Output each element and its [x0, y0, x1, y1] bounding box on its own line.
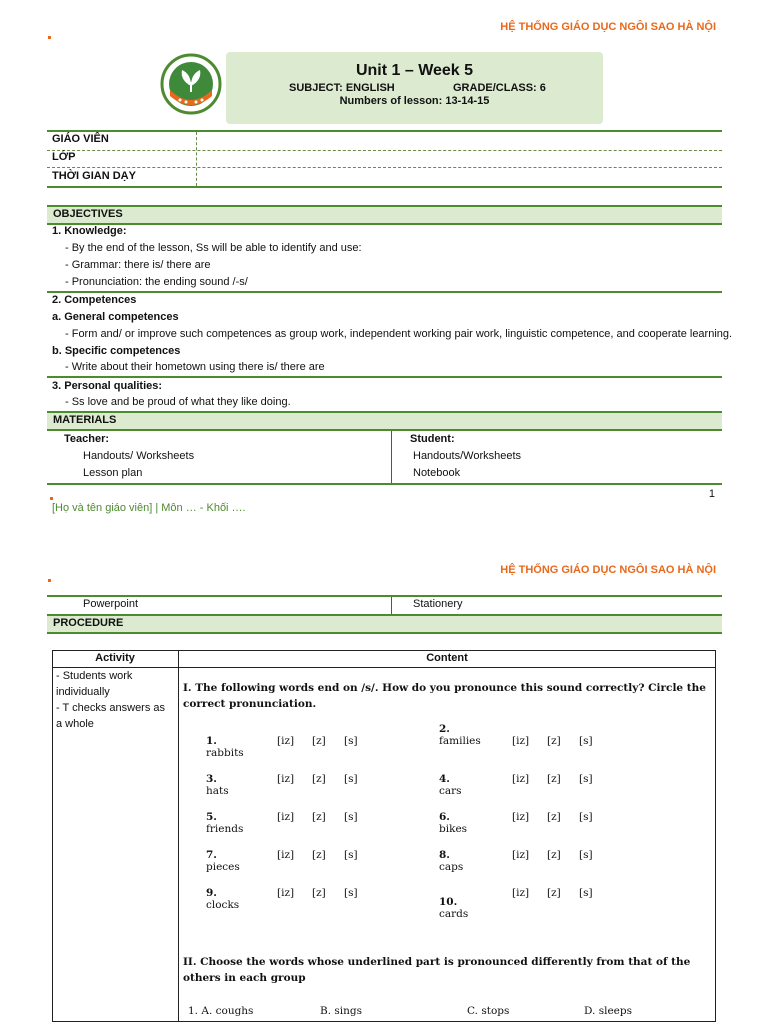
option-z[interactable]: [z]: [312, 887, 326, 899]
option-s[interactable]: [s]: [579, 811, 593, 823]
material-item: Powerpoint: [83, 598, 139, 610]
word-item: 5. friends: [206, 811, 244, 835]
subject-label: SUBJECT: ENGLISH: [289, 82, 395, 94]
student-heading: Student:: [410, 433, 455, 445]
teacher-label: GIÁO VIÊN: [52, 133, 109, 145]
option-z[interactable]: [z]: [312, 811, 326, 823]
word-item: 6. bikes: [439, 811, 468, 835]
specific-text: - Write about their hometown using there is/ there are: [65, 361, 325, 373]
teacher-item: Lesson plan: [83, 467, 143, 479]
option-z[interactable]: [z]: [312, 773, 326, 785]
word-item: 1. rabbits: [206, 735, 244, 759]
materials-heading: MATERIALS: [47, 411, 722, 431]
general-text: - Form and/ or improve such competences as group work, independent working pair work, linguistic competence, and cooperate learning.: [65, 328, 733, 340]
option-z[interactable]: [z]: [547, 887, 561, 899]
footer-text: [Họ và tên giáo viên] | Môn … - Khối ….: [52, 502, 246, 514]
option-z[interactable]: [z]: [547, 811, 561, 823]
divider: [47, 167, 722, 168]
option-s[interactable]: [s]: [579, 773, 593, 785]
activity-text: - T checks answers as a whole: [56, 702, 166, 730]
option-z[interactable]: [z]: [547, 773, 561, 785]
school-header: HỆ THỐNG GIÁO DỤC NGÔI SAO HÀ NỘI: [500, 21, 716, 33]
answer-option[interactable]: 1. A. coughs: [188, 1005, 254, 1017]
school-header: HỆ THỐNG GIÁO DỤC NGÔI SAO HÀ NỘI: [500, 564, 716, 576]
general-heading: a. General competences: [52, 311, 179, 323]
student-item: Notebook: [413, 467, 461, 479]
time-label: THỜI GIAN DẠY: [52, 170, 136, 182]
page-number: 1: [708, 488, 715, 500]
word-item: 7. pieces: [206, 849, 240, 873]
class-label: LỚP: [52, 151, 76, 163]
personal-heading: 3. Personal qualities:: [52, 380, 163, 392]
answer-option[interactable]: C. stops: [467, 1005, 510, 1017]
objectives-heading: OBJECTIVES: [47, 205, 722, 225]
option-s[interactable]: [s]: [344, 811, 358, 823]
option-z[interactable]: [z]: [547, 735, 561, 747]
option-iz[interactable]: [iz]: [277, 735, 295, 747]
knowledge-line: - Pronunciation: the ending sound /-s/: [65, 276, 248, 288]
option-iz[interactable]: [iz]: [512, 887, 530, 899]
specific-heading: b. Specific competences: [52, 345, 181, 357]
material-item: Stationery: [413, 598, 463, 610]
answer-option[interactable]: D. sleeps: [584, 1005, 633, 1017]
option-iz[interactable]: [iz]: [277, 887, 295, 899]
option-s[interactable]: [s]: [344, 887, 358, 899]
option-iz[interactable]: [iz]: [512, 849, 530, 861]
word-item: 4. cars: [439, 773, 462, 797]
exercise2-title: II. Choose the words whose underlined part is pronounced differently from that of the others in each group: [183, 956, 691, 984]
divider: [47, 186, 722, 188]
exercise1-title: I. The following words end on /s/. How do you pronounce this sound correctly? Circle the correct pronunciation.: [183, 682, 706, 710]
divider: [47, 595, 722, 597]
divider: [47, 150, 722, 151]
divider: [47, 130, 722, 132]
option-iz[interactable]: [iz]: [277, 773, 295, 785]
option-z[interactable]: [z]: [312, 849, 326, 861]
option-s[interactable]: [s]: [344, 773, 358, 785]
option-s[interactable]: [s]: [344, 849, 358, 861]
divider: [47, 376, 722, 378]
teacher-item: Handouts/ Worksheets: [83, 450, 195, 462]
option-iz[interactable]: [iz]: [277, 811, 295, 823]
word-item: 3. hats: [206, 773, 229, 797]
option-iz[interactable]: [iz]: [512, 811, 530, 823]
option-iz[interactable]: [iz]: [277, 849, 295, 861]
divider: [178, 650, 179, 1022]
procedure-heading: PROCEDURE: [47, 614, 722, 634]
unit-title: Unit 1 – Week 5: [355, 62, 474, 79]
knowledge-line: - By the end of the lesson, Ss will be able to identify and use:: [65, 242, 362, 254]
divider: [391, 431, 392, 483]
school-logo: [158, 52, 224, 116]
option-iz[interactable]: [iz]: [512, 735, 530, 747]
divider: [47, 483, 722, 485]
option-s[interactable]: [s]: [579, 735, 593, 747]
teacher-heading: Teacher:: [64, 433, 110, 445]
word-item: 9. clocks: [206, 887, 240, 911]
activity-text: - Students work individually: [56, 670, 133, 698]
bullet-dot: [48, 36, 51, 39]
divider: [47, 291, 722, 293]
option-s[interactable]: [s]: [579, 849, 593, 861]
lessons-label: Numbers of lesson: 13-14-15: [339, 95, 490, 107]
activity-header: Activity: [95, 652, 135, 664]
option-s[interactable]: [s]: [579, 887, 593, 899]
word-item: 10. cards: [439, 896, 469, 920]
bullet-dot: [48, 579, 51, 582]
option-z[interactable]: [z]: [312, 735, 326, 747]
bullet-dot: [50, 497, 53, 500]
answer-option[interactable]: B. sings: [320, 1005, 363, 1017]
grade-label: GRADE/CLASS: 6: [453, 82, 546, 94]
option-s[interactable]: [s]: [344, 735, 358, 747]
knowledge-line: - Grammar: there is/ there are: [65, 259, 211, 271]
divider: [196, 132, 197, 186]
option-z[interactable]: [z]: [547, 849, 561, 861]
knowledge-heading: 1. Knowledge:: [52, 225, 127, 237]
word-item: 2. families: [439, 723, 481, 747]
personal-text: - Ss love and be proud of what they like doing.: [65, 396, 291, 408]
option-iz[interactable]: [iz]: [512, 773, 530, 785]
divider: [391, 597, 392, 614]
competences-heading: 2. Competences: [52, 294, 137, 306]
word-item: 8. caps: [439, 849, 464, 873]
student-item: Handouts/Worksheets: [413, 450, 522, 462]
content-header: Content: [426, 652, 468, 664]
